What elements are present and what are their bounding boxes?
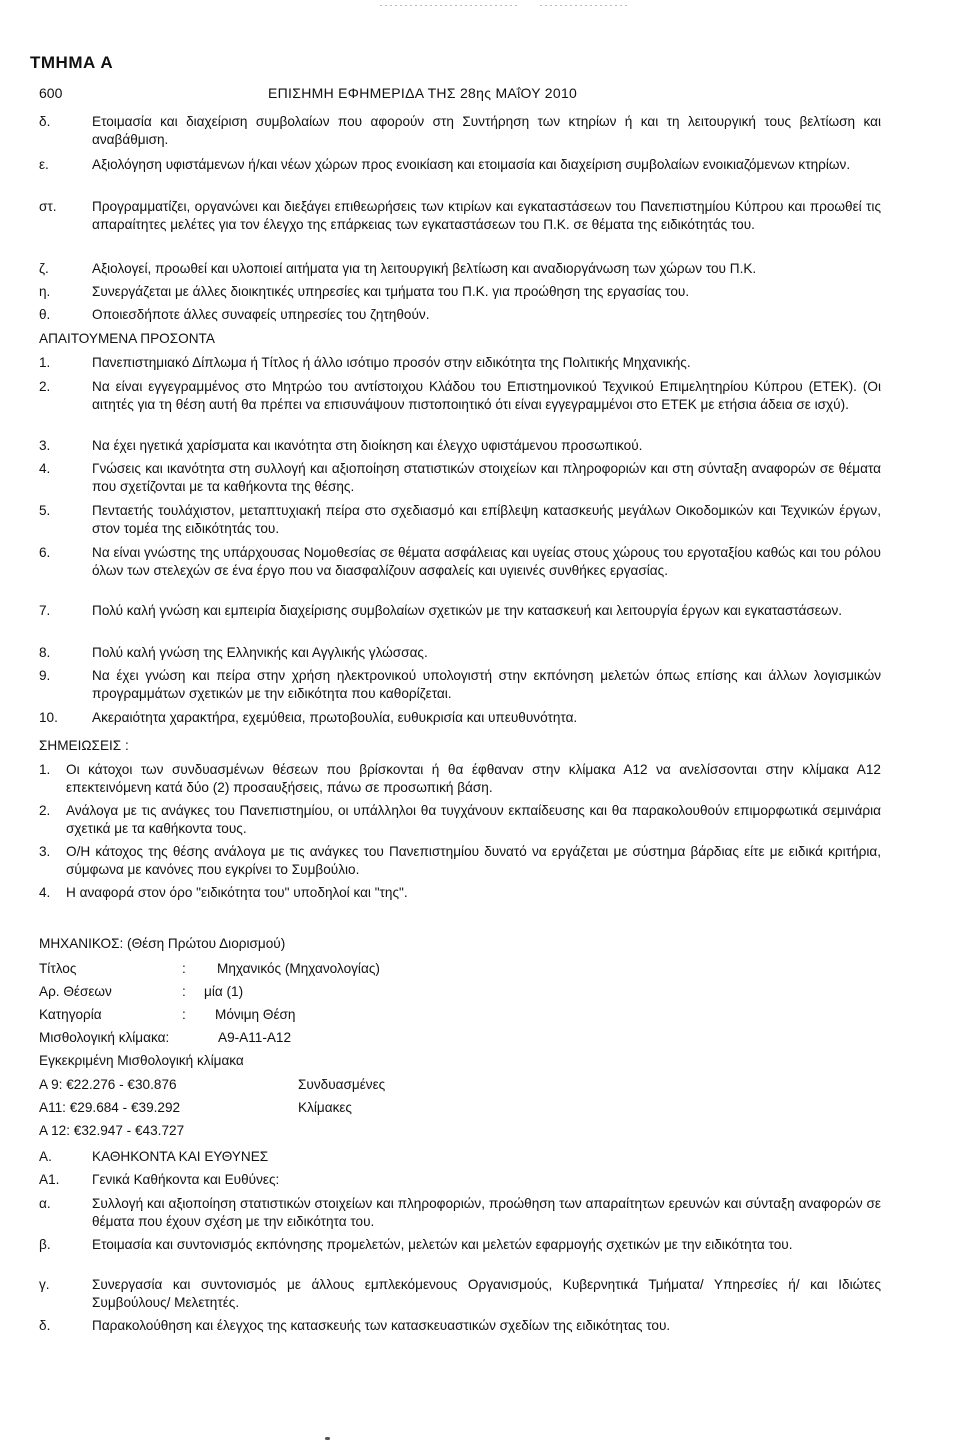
item-text: Αξιολόγηση υφιστάμενων ή/και νέων χώρων προς ενοικίαση και ετοιμασία και διαχείριση συμβολαίων ενοικιαζόμενων κτηρίων. xyxy=(92,157,851,172)
salary-scale: Α 12: €32.947 - €43.727 xyxy=(39,1123,185,1138)
list-item xyxy=(39,884,881,902)
item-marker: στ. xyxy=(39,199,57,214)
title-value: Μηχανικός (Μηχανολογίας) xyxy=(217,961,380,976)
item-marker: 6. xyxy=(39,545,51,560)
item-text: Αξιολογεί, προωθεί και υλοποιεί αιτήματα για τη λειτουργική βελτίωση και αναδιοργάνωση των χώρων του Π.Κ. xyxy=(92,261,757,276)
list-item xyxy=(39,761,881,797)
item-marker: ζ. xyxy=(39,261,49,276)
item-text: Να έχει γνώση και πείρα στην χρήση ηλεκτρονικού υπολογιστή στην εκπόνηση μελετών όπως επίσης και άλλων λογισμικών προγραμμάτων σχετικών με την ειδικότητα που καθορίζεται. xyxy=(92,668,881,701)
list-item xyxy=(39,354,881,372)
item-text: Να είναι γνώστης της υπάρχουσας Νομοθεσίας σε θέματα ασφάλειας και υγείας στους χώρους του εργοταξίου καθώς και του ρόλου όλων των στελεχών σε ένα έργο που να διασφαλίζουν ασφαλείς και υγιεινές συνθήκες εργασίας. xyxy=(92,545,881,578)
item-marker: ε. xyxy=(39,157,49,172)
list-item xyxy=(39,644,881,662)
list-item xyxy=(39,502,881,538)
item-marker: η. xyxy=(39,284,51,299)
item-text: Να έχει ηγετικά χαρίσματα και ικανότητα στη διοίκηση και έλεγχο υφιστάμενου προσωπικού. xyxy=(92,438,643,453)
count-label: Αρ. Θέσεων xyxy=(39,984,112,999)
salary-scale-note: Συνδυασμένες xyxy=(298,1077,386,1092)
list-item xyxy=(39,260,881,278)
item-text: Πολύ καλή γνώση της Ελληνικής και Αγγλικής γλώσσας. xyxy=(92,645,428,660)
item-marker: β. xyxy=(39,1237,51,1252)
item-text: Η αναφορά στον όρο "ειδικότητα του" υποδηλοί και "της". xyxy=(66,885,408,900)
item-marker: δ. xyxy=(39,114,51,129)
item-text: Ετοιμασία και συντονισμός εκπόνησης προμελετών, μελετών και μελετών εφαρμογής σχετικών με την ειδικότητα του. xyxy=(92,1237,793,1252)
item-marker: 7. xyxy=(39,603,51,618)
duties-heading: ΚΑΘΗΚΟΝΤΑ ΚΑΙ ΕΥΘΥΝΕΣ xyxy=(92,1149,269,1164)
item-text: Γνώσεις και ικανότητα στη συλλογή και αξιοποίηση στατιστικών στοιχείων και πληροφοριών και στη σύνταξη αναφορών σε θέματα που σχετίζονται με τα καθήκοντα της θέσης. xyxy=(92,461,881,494)
item-text: Ανάλογα με τις ανάγκες του Πανεπιστημίου, οι υπάλληλοι θα τυγχάνουν εκπαίδευσης και θα παρακολουθούν επιμορφωτικά σεμινάρια σχετικά με τα καθήκοντα τους. xyxy=(66,803,881,836)
item-marker: 8. xyxy=(39,645,51,660)
category-value: Μόνιμη Θέση xyxy=(215,1007,296,1022)
qualifications-heading: ΑΠΑΙΤΟΥΜΕΝΑ ΠΡΟΣΟΝΤΑ xyxy=(39,331,215,346)
position-heading: ΜΗΧΑΝΙΚΟΣ: (Θέση Πρώτου Διορισμού) xyxy=(39,936,286,951)
item-marker: δ. xyxy=(39,1318,51,1333)
item-text: Ο/Η κάτοχος της θέσης ανάλογα με τις ανάγκες του Πανεπιστημίου δυνατό να εργάζεται με σύστημα βάρδιας είτε με ειδικά κριτήρια, σύμφωνα με κανόνες που εγκρίνει το Συμβούλιο. xyxy=(66,844,881,877)
item-text: Οποιεσδήποτε άλλες συναφείς υπηρεσίες του ζητηθούν. xyxy=(92,307,430,322)
list-item xyxy=(39,602,881,620)
list-item xyxy=(39,113,881,149)
duties-heading-marker: Α. xyxy=(39,1149,52,1164)
item-marker: 9. xyxy=(39,668,51,683)
item-text: Πολύ καλή γνώση και εμπειρία διαχείρισης συμβολαίων σχετικών με την κατασκευή και λειτουργία έργων και εγκαταστάσεων. xyxy=(92,603,843,618)
scale-label: Μισθολογική κλίμακα: xyxy=(39,1030,170,1045)
item-text: Προγραμματίζει, οργανώνει και διεξάγει επιθεωρήσεις των κτιρίων και εγκαταστάσεων του Πανεπιστημίου Κύπρου και προωθεί τις απαραίτητες μελέτες για τον έλεγχο της επάρκειας των εγκαταστάσεων του Π.Κ. σε θέματα της ειδικότητάς του. xyxy=(92,199,881,232)
notes-heading: ΣΗΜΕΙΩΣΕΙΣ : xyxy=(39,738,129,753)
list-item xyxy=(39,156,881,174)
category-label: Κατηγορία xyxy=(39,1007,102,1022)
list-item xyxy=(39,306,881,324)
item-text: Συνεργασία και συντονισμός με άλλους εμπλεκόμενους Οργανισμούς, Κυβερνητικά Τμήματα/ Υπηρεσίες ή/ και Ιδιώτες Συμβούλους/ Μελετητές. xyxy=(92,1277,881,1310)
scale-value: Α9-Α11-Α12 xyxy=(218,1030,292,1045)
item-text: Παρακολούθηση και έλεγχος της κατασκευής των κατασκευαστικών σχεδίων της ειδικότητας του. xyxy=(92,1318,671,1333)
item-text: Ετοιμασία και διαχείριση συμβολαίων που αφορούν στη Συντήρηση των κτηρίων ή και τη λειτουργική τους βελτίωση και αναβάθμιση. xyxy=(92,114,881,147)
page-number: 600 xyxy=(39,85,63,101)
item-text: Οι κάτοχοι των συνδυασμένων θέσεων που βρίσκονται ή θα έφθαναν στην κλίμακα Α12 να ανελίσσονται στην κλίμακα Α12 επεκτεινόμενη κατά δύο (2) προσαυξήσεις, πάνω σε προσωπική βάση. xyxy=(66,762,881,795)
colon: : xyxy=(182,984,186,999)
item-marker: 3. xyxy=(39,844,51,859)
item-marker: 4. xyxy=(39,461,51,476)
item-marker: 5. xyxy=(39,503,51,518)
salary-scale-note: Κλίμακες xyxy=(298,1100,352,1115)
list-item xyxy=(39,709,881,727)
title-label: Τίτλος xyxy=(39,961,77,976)
list-item xyxy=(39,802,881,838)
approved-scale-label: Εγκεκριμένη Μισθολογική κλίμακα xyxy=(39,1053,244,1068)
item-text: Να είναι εγγεγραμμένος στο Μητρώο του αντίστοιχου Κλάδου του Επιστημονικού Τεχνικού Επιμελητηρίου Κύπρου (ΕΤΕΚ). (Οι αιτητές για τη θέση αυτή θα πρέπει να επισυνάψουν πιστοποιητικό ότι είναι εγγεγραμμένοι στο ΕΤΕΚ με ετήσια άδεια σε ισχύ). xyxy=(92,379,881,412)
colon: : xyxy=(182,961,186,976)
list-item xyxy=(39,1236,881,1254)
list-item xyxy=(39,460,881,496)
item-marker: 1. xyxy=(39,355,51,370)
item-text: Πενταετής τουλάχιστον, μεταπτυχιακή πείρα στο σχεδιασμό και επίβλεψη κατασκευής μεγάλων Οικοδομικών και Τεχνικών έργων, στον τομέα της ειδικότητάς του. xyxy=(92,503,881,536)
scan-artifact-line xyxy=(380,5,520,6)
list-item xyxy=(39,283,881,301)
item-marker: 10. xyxy=(39,710,58,725)
duties-sub-marker: Α1. xyxy=(39,1172,60,1187)
list-item xyxy=(39,1317,881,1335)
item-text: Πανεπιστημιακό Δίπλωμα ή Τίτλος ή άλλο ισότιμο προσόν στην ειδικότητα της Πολιτικής Μηχανικής. xyxy=(92,355,691,370)
item-text: Συνεργάζεται με άλλες διοικητικές υπηρεσίες και τμήματα του Π.Κ. για προώθηση της εργασίας του. xyxy=(92,284,690,299)
item-marker: α. xyxy=(39,1196,51,1211)
list-item xyxy=(39,1195,881,1231)
salary-scale: Α11: €29.684 - €39.292 xyxy=(39,1100,181,1115)
item-marker: 1. xyxy=(39,762,51,777)
list-item xyxy=(39,378,881,414)
list-item xyxy=(39,198,881,234)
item-text: Συλλογή και αξιοποίηση στατιστικών στοιχείων και πληροφοριών, προώθηση των απαραίτητων ερευνών και σύνταξη αναφορών σε θέματα που έχουν σχέση με την ειδικότητα του. xyxy=(92,1196,881,1229)
scan-smudge xyxy=(325,1437,330,1440)
scan-artifact-line xyxy=(540,5,630,6)
item-marker: 3. xyxy=(39,438,51,453)
list-item xyxy=(39,437,881,455)
count-value: μία (1) xyxy=(204,984,244,999)
list-item xyxy=(39,1276,881,1312)
salary-scale: Α 9: €22.276 - €30.876 xyxy=(39,1077,177,1092)
item-marker: γ. xyxy=(39,1277,50,1292)
duties-subheading: Γενικά Καθήκοντα και Ευθύνες: xyxy=(92,1172,280,1187)
list-item xyxy=(39,667,881,703)
list-item xyxy=(39,843,881,879)
item-marker: 2. xyxy=(39,803,51,818)
item-marker: 4. xyxy=(39,885,51,900)
item-text: Ακεραιότητα χαρακτήρα, εχεμύθεια, πρωτοβουλία, ευθυκρισία και υπευθυνότητα. xyxy=(92,710,578,725)
colon: : xyxy=(182,1007,186,1022)
item-marker: θ. xyxy=(39,307,51,322)
section-title: ΤΜΗΜΑ Α xyxy=(30,53,114,72)
item-marker: 2. xyxy=(39,379,51,394)
list-item xyxy=(39,544,881,580)
gazette-title: ΕΠΙΣΗΜΗ ΕΦΗΜΕΡΙΔΑ ΤΗΣ 28ης ΜΑΐΟΥ 2010 xyxy=(268,85,578,101)
